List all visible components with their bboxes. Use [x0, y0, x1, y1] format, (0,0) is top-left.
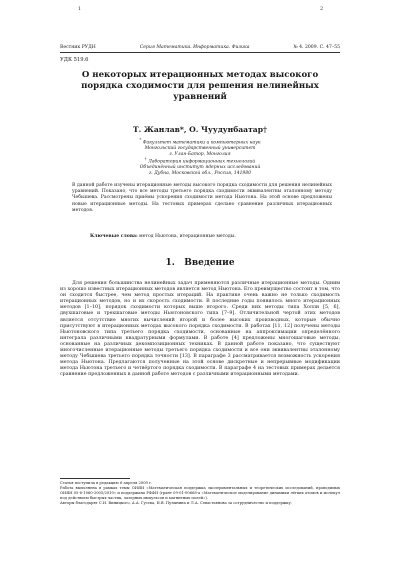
keywords-text: метод Ньютона, итерационные методы. [139, 234, 236, 239]
affiliation-2-line: † Лаборатория информационных технологий [144, 157, 256, 165]
running-head-rule [60, 52, 340, 53]
udk-code: УДК 519.6 [60, 57, 89, 63]
affiliation-1 [90, 138, 310, 157]
running-head-journal: Вестник РУДН [60, 45, 96, 50]
affiliation-2 [90, 157, 310, 176]
section-title: Введение [184, 258, 235, 268]
footnotes [60, 481, 340, 506]
running-head-issue: № 4. 2009. С. 47–55 [293, 45, 340, 50]
running-head-series: Серия Математика. Информатика. Физика [139, 45, 250, 50]
page-number-left: 1 [78, 6, 82, 12]
affiliation-1-line: г. Улан-Батор, Монголия [169, 151, 231, 157]
affiliation-2-line: Объединённый институт ядерных исследований [139, 165, 261, 171]
footnote: Статья поступила в редакцию 6 апреля 2009 г. [60, 481, 153, 485]
footnote-rule [60, 478, 130, 479]
footnote: Работа выполнена в рамках темы ОИЯИ «Математическая поддержка экспериментальных и теоретических исследований, проводимых ОИЯИ 05-6-1060-2005/2010» и поддержана РФФИ (грант 09-01-00668-а «Математическое моделирование динамики лёгких атомов и молекул под действием быстрых частиц, лазерных импульсов и магнитных полей»). [60, 486, 340, 500]
running-head [60, 45, 340, 50]
affiliation-1-line: * Факультет математики и компьютерных наук [139, 138, 261, 146]
section-number: 1. [165, 258, 175, 268]
body-paragraph: Для решения большинства нелинейных задач применяются различные итерационные методы. Одним из хорошо известных итерационных методов является метод Ньютона. Его преимущество состоит в том, что он сходится быстрее, чем метод простых итераций. На практике очень важно не только сходимость итерационных методов, но и их скорость сходимости. В последние годы появилось много итерационных методов [1–10], порядок сходимости которых выше второго. Среди них методы типа Холли [5, 6], двухшаговые и трехшаговые методы Ньютоновского типа [7–9]. Отличительной чертой этих методов является отсутствие многих вычислений второй и более высоких производных, которые обычно присутствуют в итерационных методах высокого порядка сходимости. В работах [11, 12] получены методы Ньютоновского типа третьего порядка сходимости, основанные на аппроксимации определённого интеграла различными квадратурными формулами. В работе [4] предложены многошаговые методы, основанные на различных декомпозиционных техниках. В данной работе показано, что существуют многочисленные итерационные методы третьего порядка сходимости и все они эквивалентны эталонному методу Чебышева третьего порядка точности [13]. В параграфе 3 рассматривается возможность ускорения метода Ньютона. Предлагаются полученные на этой основе дискретные и непрерывные модификации метода Ньютона третьего и четвёртого порядка сходимости. В параграфе 4 на тестовых примерах делается сравнение предложенных в данной работе методов с различными итерационными методами. [60, 281, 340, 378]
authors: Т. Жанлав*, О. Чуудунбаатар† [132, 125, 268, 134]
abstract: В данной работе изучены итерационные методы высокого порядка сходимости для решения нелинейных уравнений. Показано, что все методы третьего порядка сходимости эквивалентны эталонному методу Чебышева. Рассмотрены приёмы ускорения сходимости метода Ньютона. На этой основе предложены новые итерационные методы. На тестовых примерах сделано сравнение различных итерационных методов. [72, 183, 332, 213]
introduction-body [60, 281, 340, 379]
affiliation-2-line: г. Дубна, Московской обл., Россия, 141980 [148, 170, 252, 176]
keywords-label: Ключевые слова: [90, 234, 138, 239]
affiliation-1-line: Монгольский государственный университет [144, 146, 256, 152]
section-heading [60, 258, 340, 268]
keywords [90, 234, 330, 239]
paper-title: О некоторых итерационных методах высокого порядка сходимости для решения нелинейных уравнений [81, 70, 319, 102]
page-number-right: 2 [320, 6, 324, 12]
footnote: Авторы благодарят С.И. Виницкого, А.А. Гусева, И.В. Пузынина и Л.А. Севастьянова за сотрудничество и поддержку. [60, 501, 292, 505]
